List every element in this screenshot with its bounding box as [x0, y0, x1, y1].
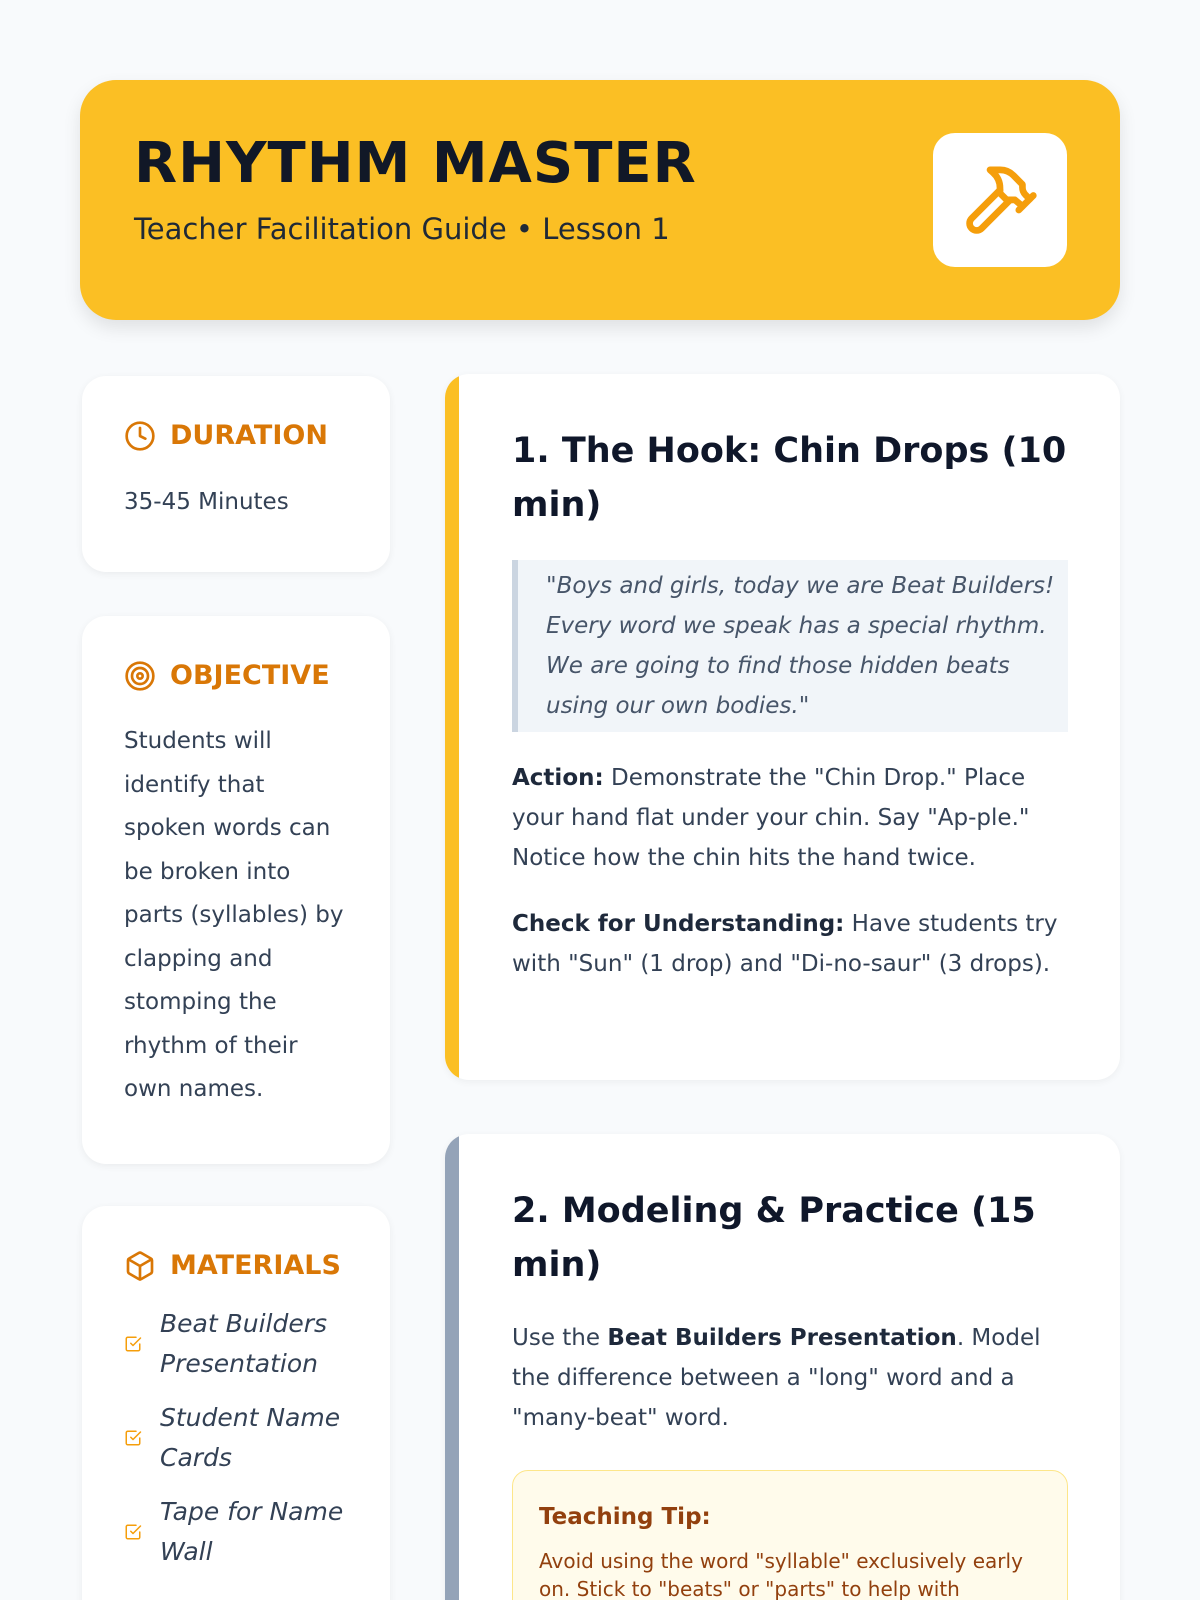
- material-item: [124, 1398, 348, 1478]
- duration-heading: [124, 416, 348, 456]
- objective-card: [82, 616, 390, 1164]
- action-text: Demonstrate the "Chin Drop." Place your hand flat under your chin. Say "Ap-ple." Notice how the chin hits the hand twice.: [512, 765, 1030, 871]
- check-paragraph: [512, 904, 1068, 984]
- page-subtitle: Teacher Facilitation Guide • Lesson 1: [134, 212, 670, 246]
- action-label: Action:: [512, 765, 604, 791]
- duration-card: [82, 376, 390, 572]
- intro-text-after: . Model the difference between a "long" word and a "many-beat" word.: [512, 1325, 1041, 1431]
- objective-heading-label: OBJECTIVE: [170, 660, 330, 691]
- material-item-label: Student Name Cards: [160, 1403, 341, 1472]
- section-title: 1. The Hook: Chin Drops (10 min): [512, 431, 1067, 525]
- materials-card: [82, 1206, 390, 1600]
- material-item: [124, 1304, 348, 1384]
- header-icon-tile: [933, 133, 1067, 267]
- tip-text: Avoid using the word "syllable" exclusively early on. Stick to "beats" or "parts" to help with: [539, 1549, 1023, 1600]
- materials-heading-label: MATERIALS: [170, 1250, 341, 1281]
- check-label: Check for Understanding:: [512, 911, 845, 937]
- material-item: [124, 1492, 348, 1572]
- action-paragraph: [512, 758, 1068, 878]
- teacher-script-quote: "Boys and girls, today we are Beat Builders! Every word we speak has a special rhythm. We are going to find those hidden beats using our own bodies.": [512, 560, 1068, 732]
- check-text: Have students try with "Sun" (1 drop) and "Di-no-saur" (3 drops).: [512, 911, 1058, 977]
- objective-text: Students will identify that spoken words can be broken into parts (syllables) by clapping and stomping the rhythm of their own names.: [124, 728, 344, 1102]
- section-hook: [445, 374, 1120, 1080]
- teaching-tip: [512, 1470, 1068, 1600]
- intro-text-bold: Beat Builders Presentation: [607, 1325, 957, 1351]
- clock-icon: [124, 420, 156, 452]
- check-square-icon: [124, 1335, 142, 1353]
- objective-heading: [124, 656, 348, 696]
- material-item-label: Beat Builders Presentation: [160, 1309, 328, 1378]
- section-title: 2. Modeling & Practice (15 min): [512, 1191, 1036, 1285]
- lesson-header: [80, 80, 1120, 320]
- intro-text-before: Use the: [512, 1325, 608, 1351]
- target-icon: [124, 660, 156, 692]
- duration-heading-label: DURATION: [170, 420, 328, 451]
- materials-heading: [124, 1246, 348, 1286]
- section-modeling: [445, 1134, 1120, 1600]
- page-title: RHYTHM MASTER: [134, 131, 697, 196]
- duration-value: 35-45 Minutes: [124, 489, 289, 515]
- materials-list: [124, 1304, 348, 1572]
- check-square-icon: [124, 1429, 142, 1447]
- material-item-label: Tape for Name Wall: [160, 1497, 344, 1566]
- box-icon: [124, 1250, 156, 1282]
- tip-title: Teaching Tip:: [539, 1504, 711, 1530]
- check-square-icon: [124, 1523, 142, 1541]
- hammer-icon: [960, 160, 1040, 240]
- intro-paragraph: [512, 1318, 1068, 1438]
